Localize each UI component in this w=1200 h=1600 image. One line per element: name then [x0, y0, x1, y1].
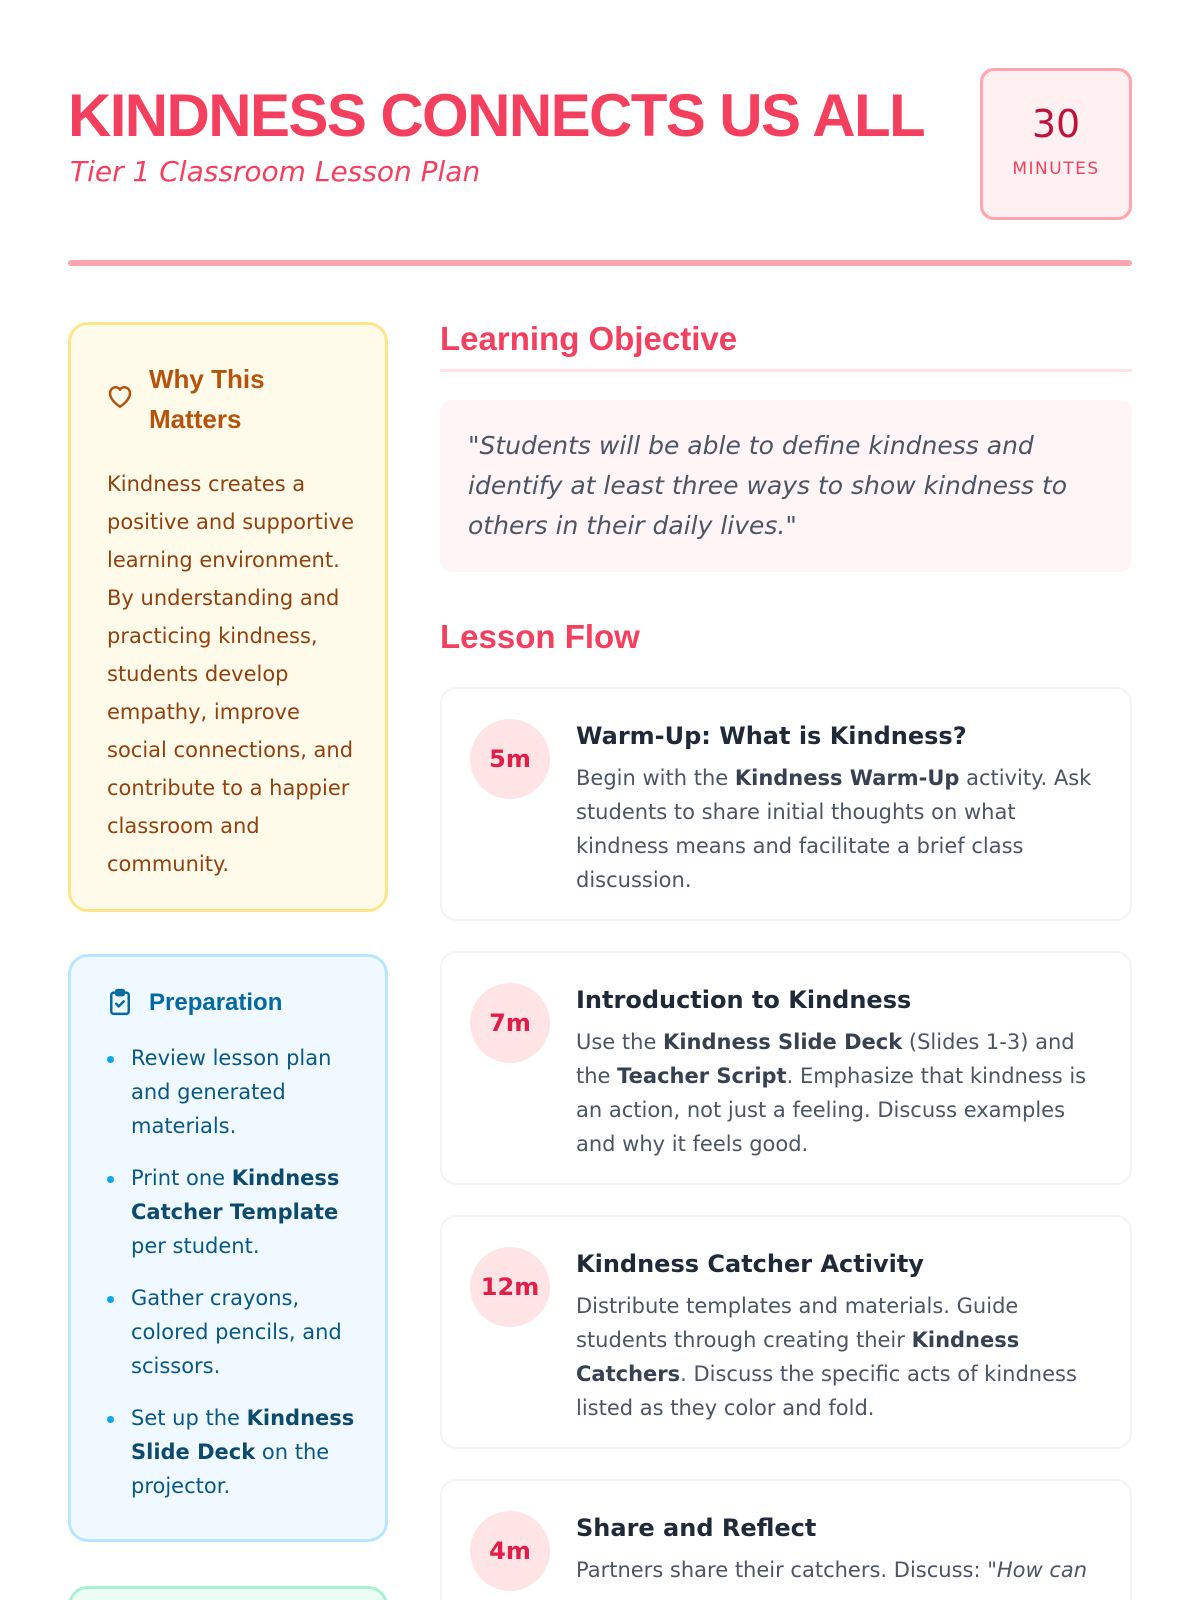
- list-item: Print one Kindness Catcher Template per student.: [105, 1161, 355, 1263]
- list-item: Review lesson plan and generated materials.: [105, 1041, 355, 1143]
- duration-unit: MINUTES: [1012, 159, 1100, 179]
- lesson-step: [440, 1215, 1132, 1449]
- list-item: Set up the Kindness Slide Deck on the projector.: [105, 1401, 355, 1503]
- step-description: Begin with the Kindness Warm-Up activity. Ask students to share initial thoughts on what kindness means and facilitate a brief class discussion.: [576, 766, 1092, 892]
- duration-badge: [980, 68, 1132, 220]
- heart-icon: [105, 381, 135, 411]
- why-matters-body: Kindness creates a positive and supportive learning environment. By understanding and practicing kindness, students develop empathy, improve social connections, and contribute to a happier classroom and community.: [107, 472, 355, 876]
- why-matters-card: [68, 322, 388, 912]
- lesson-step: [440, 951, 1132, 1185]
- page-title: KINDNESS CONNECTS US ALL: [68, 82, 925, 149]
- why-matters-title: Why This Matters: [149, 364, 265, 434]
- step-description: Partners share their catchers. Discuss: "How can: [576, 1558, 1088, 1582]
- objective-heading: Learning Objective: [440, 322, 1132, 372]
- lesson-step: [440, 687, 1132, 921]
- step-time-badge: 7m: [470, 983, 550, 1063]
- sidebar: [68, 322, 388, 1542]
- lesson-header: [68, 66, 1132, 266]
- lesson-steps: [440, 687, 1132, 1600]
- step-description: Distribute templates and materials. Guide students through creating their Kindness Catchers. Discuss the specific acts of kindness listed as they color and fold.: [576, 1294, 1077, 1420]
- duration-value: 30: [1031, 102, 1081, 146]
- step-title: Warm-Up: What is Kindness?: [576, 722, 967, 750]
- preparation-title: Preparation: [149, 989, 283, 1016]
- clipboard-check-icon: [105, 987, 135, 1017]
- header-divider: [68, 260, 1132, 266]
- main-content: [440, 322, 1132, 1600]
- list-item: Gather crayons, colored pencils, and scissors.: [105, 1281, 355, 1383]
- page-subtitle: Tier 1 Classroom Lesson Plan: [70, 155, 481, 188]
- step-time-badge: 5m: [470, 719, 550, 799]
- lesson-flow-heading: Lesson Flow: [440, 618, 640, 655]
- step-time-badge: 12m: [470, 1247, 550, 1327]
- lesson-step: [440, 1479, 1132, 1600]
- step-title: Share and Reflect: [576, 1514, 817, 1542]
- sidebar-card-next: [68, 1586, 388, 1600]
- preparation-list: [105, 1041, 355, 1503]
- step-time-badge: 4m: [470, 1511, 550, 1591]
- step-title: Kindness Catcher Activity: [576, 1250, 924, 1278]
- preparation-card: [68, 954, 388, 1542]
- step-title: Introduction to Kindness: [576, 986, 912, 1014]
- objective-quote: "Students will be able to define kindness and identify at least three ways to show kindness to others in their daily lives.": [440, 400, 1132, 572]
- step-description: Use the Kindness Slide Deck (Slides 1-3) and the Teacher Script. Emphasize that kindness is an action, not just a feeling. Discuss examples and why it feels good.: [576, 1030, 1087, 1156]
